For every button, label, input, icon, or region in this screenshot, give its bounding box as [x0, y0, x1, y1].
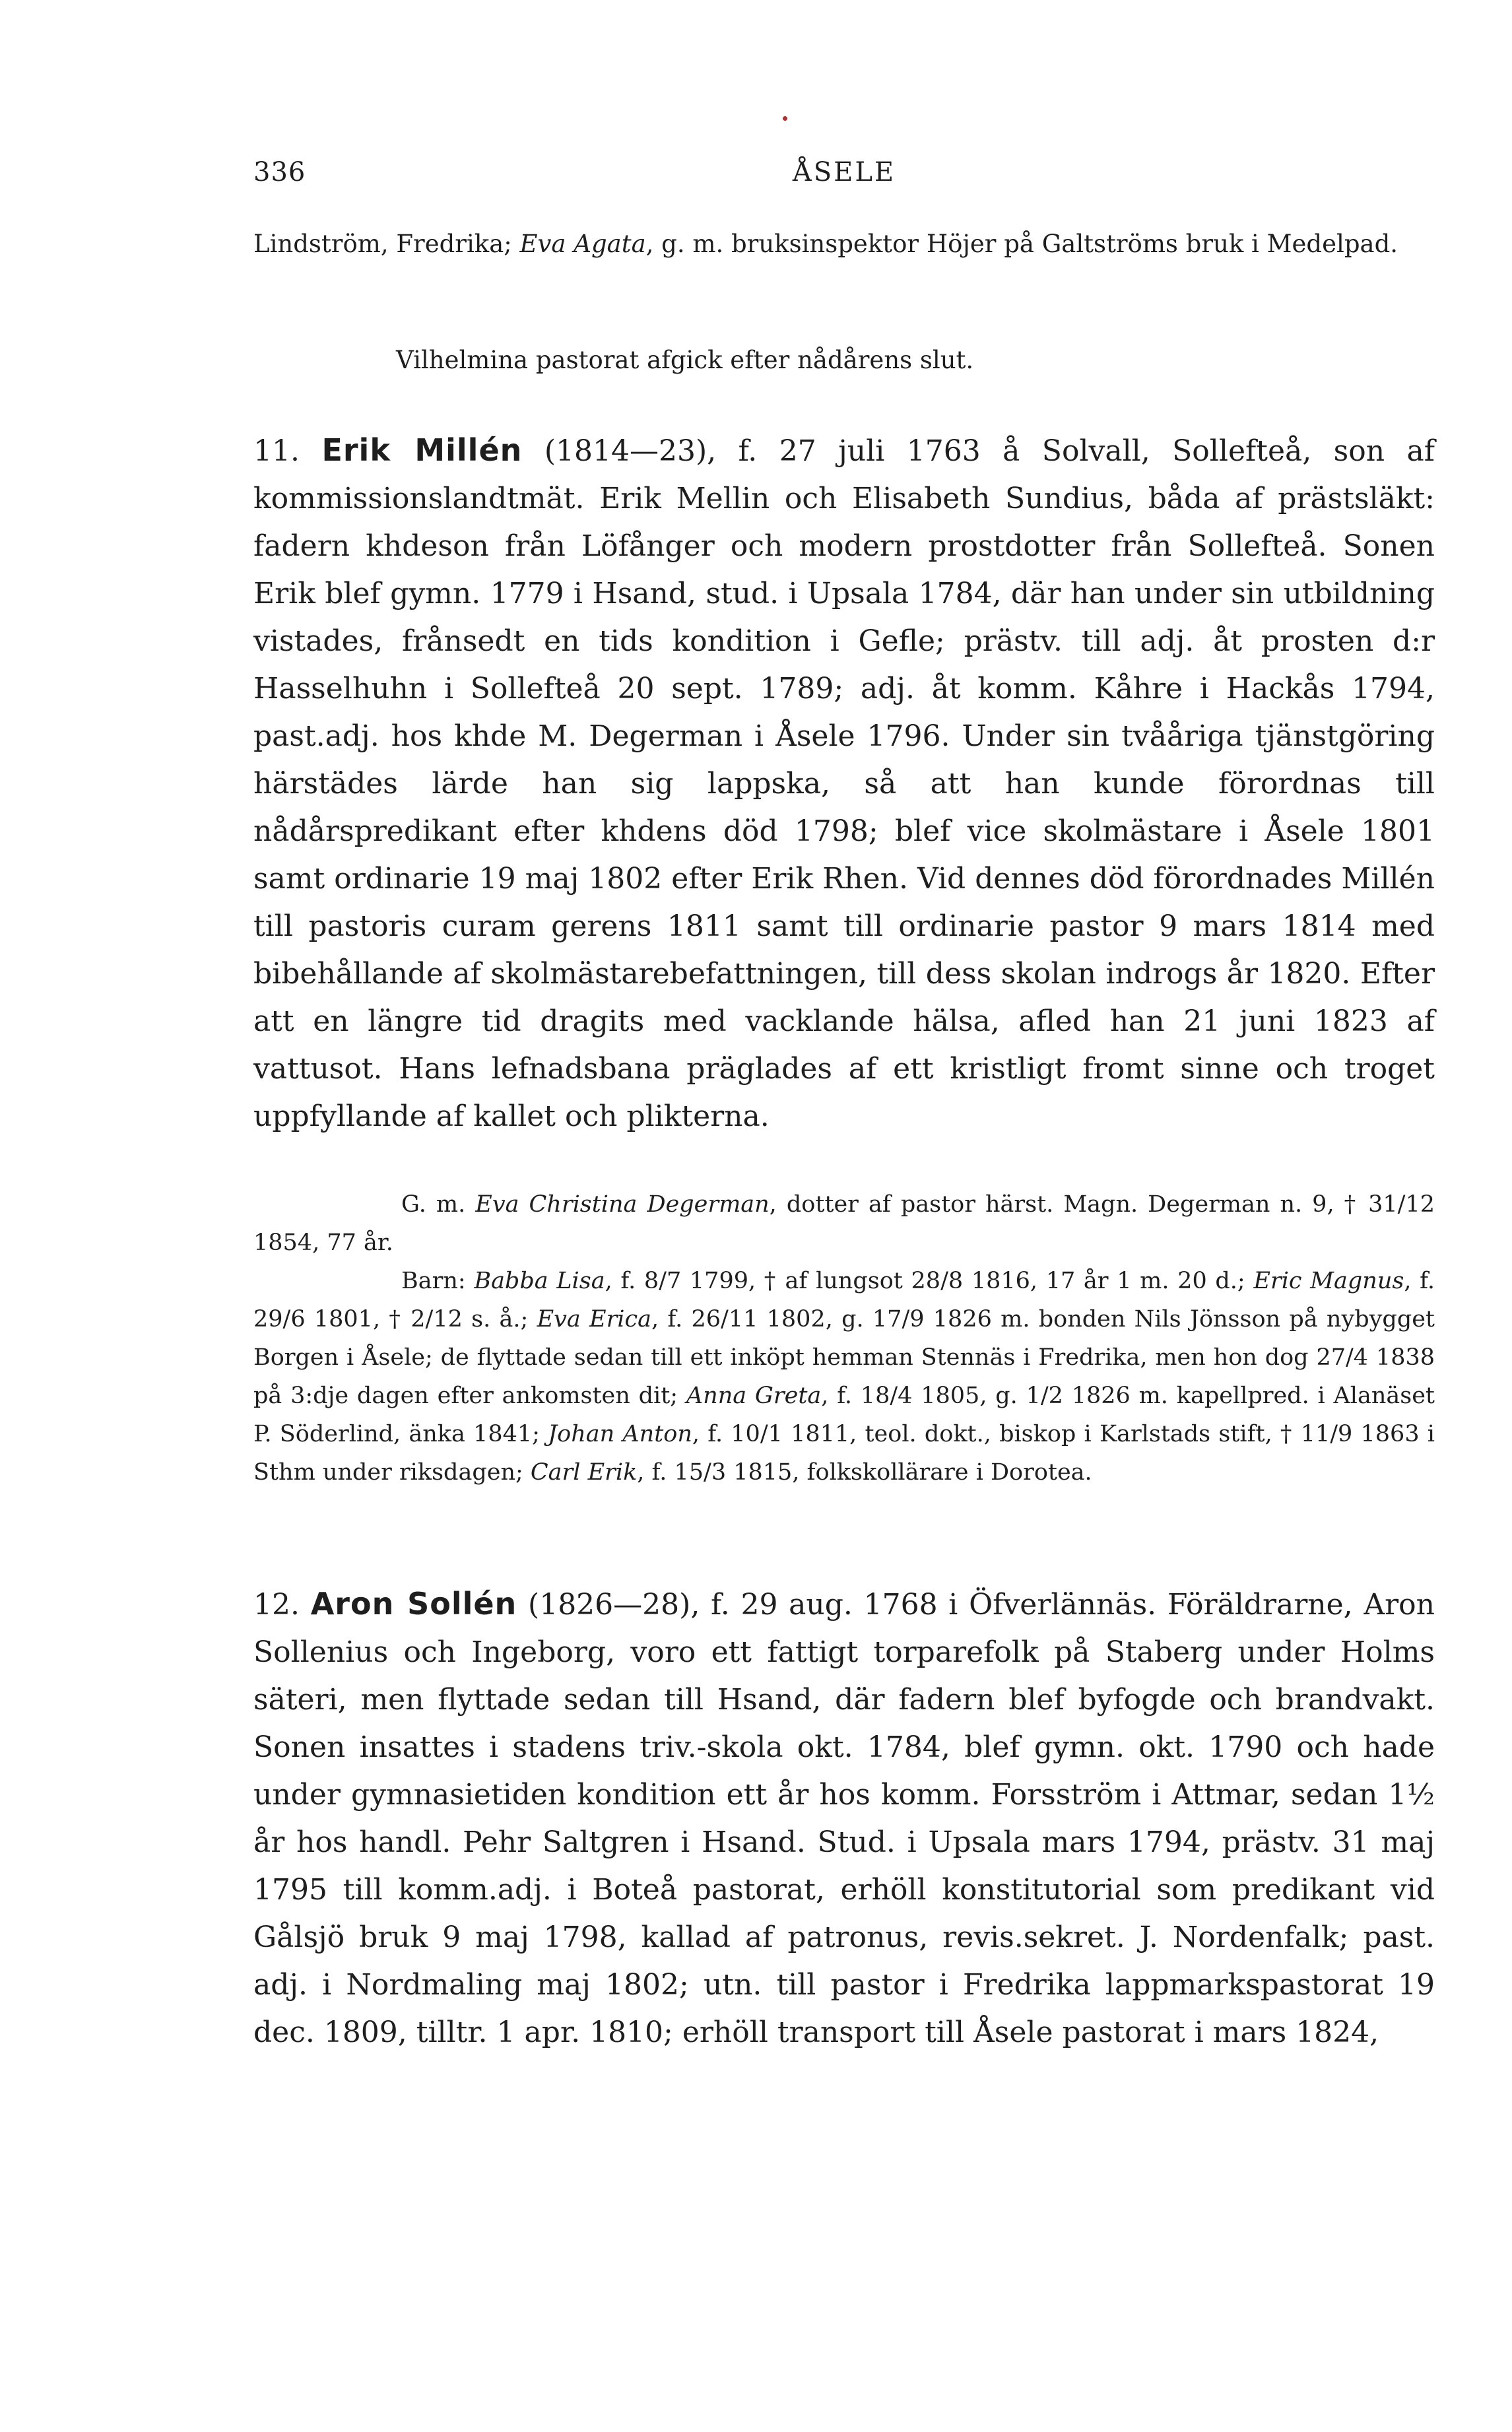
children-text: , f. 18/4 1805, g. 1/2 1826 m. kapellpred. i Alanäset P. Söderlind, änka 1841; [253, 1383, 1435, 1447]
entry-11-paragraph [253, 426, 1435, 1140]
entry-12-paragraph [253, 1580, 1435, 2056]
spouse-prefix: G. m. [401, 1191, 476, 1218]
children-text: , f. 10/1 1811, teol. dokt., biskop i Karlstads stift, † 11/9 1863 i Sthm under riksdagen; [253, 1421, 1435, 1486]
child-name: Carl Erik [530, 1459, 638, 1486]
children-text: , f. 29/6 1801, † 2/12 s. å.; [253, 1268, 1435, 1332]
ink-speck [783, 116, 787, 121]
intro-text-rest: , g. m. bruksinspektor Höjer på Galtströms bruk i Medelpad. [645, 230, 1398, 258]
entry-11-children-note [253, 1262, 1435, 1492]
child-name: Eric Magnus [1253, 1268, 1404, 1294]
intro-italic-name: Eva Agata [519, 230, 646, 258]
children-text: , f. 26/11 1802, g. 17/9 1826 m. bonden Nils Jönsson på nybygget Borgen i Åsele; de flyttade sedan till ett inköpt hemman Stennäs i Fredrika, men hon dog 27/4 1838 på 3:dje dagen efter ankomsten dit; [253, 1306, 1435, 1409]
entry-11-text: (1814—23), f. 27 juli 1763 å Solvall, Sollefteå, son af kommissionslandtmät. Erik Mellin och Elisabeth Sundius, båda af prästsläkt: fadern khdeson från Löfånger och modern prostdotter från Sollefteå. Sonen Erik blef gymn. 1779 i Hsand, stud. i Upsala 1784, där han under sin utbildning vistades, frånsedt en tids kondition i Gefle; prästv. till adj. åt prosten d:r Hasselhuhn i Sollefteå 20 sept. 1789; adj. åt komm. Kåhre i Hackås 1794, past.adj. hos khde M. Degerman i Åsele 1796. Under sin tvååriga tjänstgöring härstädes lärde han sig lappska, så att han kunde förordnas till nådårspredikant efter khdens död 1798; blef vice skolmästare i Åsele 1801 samt ordinarie 19 maj 1802 efter Erik Rhen. Vid dennes död förordnades Millén till pastoris curam gerens 1811 samt till ordinarie pastor 9 mars 1814 med bibehållande af skolmästarebefattningen, till dess skolan indrogs år 1820. Efter att en längre tid dragits med vacklande hälsa, afled han 21 juni 1823 af vattusot. Hans lefnadsbana präglades af ett kristligt fromt sinne och troget uppfyllande af kallet och plikterna. [253, 434, 1435, 1133]
child-name: Eva Erica [537, 1306, 651, 1332]
child-name: Johan Anton [548, 1421, 692, 1447]
spouse-text: , dotter af pastor härst. Magn. Degerman n. 9, † 31/12 1854, 77 år. [253, 1191, 1435, 1256]
intro-paragraph-vilhelmina: Vilhelmina pastorat afgick efter nådårens slut. [396, 346, 974, 374]
intro-text: Lindström, Fredrika; [253, 230, 520, 258]
entry-11-spouse-note [253, 1185, 1435, 1262]
children-text: Barn: [401, 1268, 475, 1294]
spouse-name: Eva Christina Degerman [475, 1191, 770, 1218]
children-text: , f. 15/3 1815, folkskollärare i Dorotea. [637, 1459, 1092, 1486]
intro-paragraph-spouse [253, 224, 1435, 264]
page-header [253, 157, 1435, 197]
child-name: Babba Lisa [474, 1268, 605, 1294]
entry-12-name: Aron Sollén [310, 1586, 517, 1622]
running-head: ÅSELE [792, 157, 896, 187]
entry-12-text: (1826—28), f. 29 aug. 1768 i Öfverlännäs. Föräldrarne, Aron Sollenius och Ingeborg, voro ett fattigt torparefolk på Staberg under Holms säteri, men flyttade sedan till Hsand, där fadern blef byfogde och brandvakt. Sonen insattes i stadens triv.-skola okt. 1784, blef gymn. okt. 1790 och hade under gymnasietiden kondition ett år hos komm. Forsström i Attmar, sedan 1½ år hos handl. Pehr Saltgren i Hsand. Stud. i Upsala mars 1794, prästv. 31 maj 1795 till komm.adj. i Boteå pastorat, erhöll konstitutorial som predikant vid Gålsjö bruk 9 maj 1798, kallad af patronus, revis.sekret. J. Nordenfalk; past. adj. i Nordmaling maj 1802; utn. till pastor i Fredrika lappmarkspastorat 19 dec. 1809, tilltr. 1 apr. 1810; erhöll transport till Åsele pastorat i mars 1824, [253, 1588, 1435, 2049]
entry-11-number: 11. [253, 434, 300, 468]
children-text: , f. 8/7 1799, † af lungsot 28/8 1816, 17 år 1 m. 20 d.; [605, 1268, 1254, 1294]
child-name: Anna Greta [686, 1383, 822, 1409]
page-number: 336 [253, 157, 306, 187]
entry-11-name: Erik Millén [321, 432, 523, 468]
entry-12-number: 12. [253, 1588, 300, 1622]
